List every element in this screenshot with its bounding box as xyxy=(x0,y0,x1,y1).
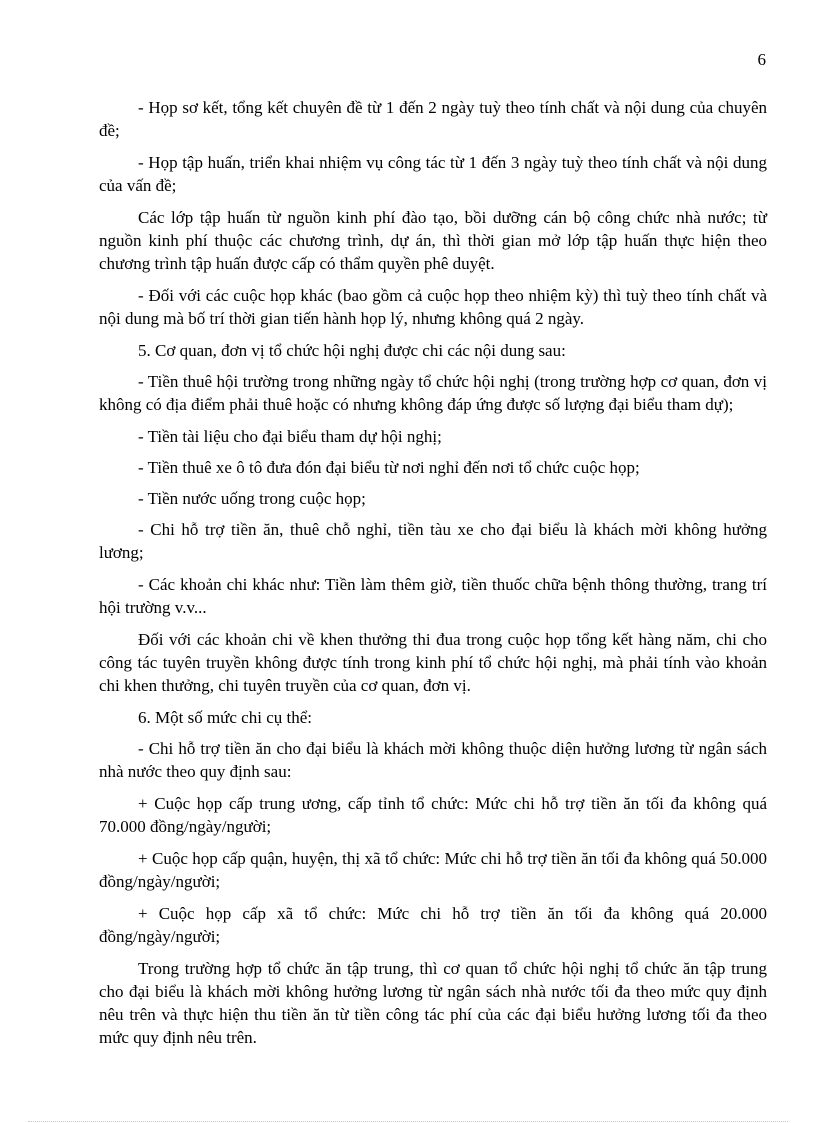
paragraph-other-expenses: - Các khoản chi khác như: Tiền làm thêm giờ, tiền thuốc chữa bệnh thông thường, trang trí hội trường v.v... xyxy=(99,575,767,617)
section-heading-6: 6. Một số mức chi cụ thể: xyxy=(138,708,312,727)
page-number: 6 xyxy=(757,50,766,69)
paragraph-meeting-review: - Họp sơ kết, tổng kết chuyên đề từ 1 đến 2 ngày tuỳ theo tính chất và nội dung của chuyên đề; xyxy=(99,98,767,140)
paragraph-meal-support: - Chi hỗ trợ tiền ăn cho đại biểu là khách mời không thuộc diện hưởng lương từ ngân sách nhà nước theo quy định sau: xyxy=(99,739,767,781)
paragraph-rewards: Đối với các khoản chi về khen thưởng thi đua trong cuộc họp tổng kết hàng năm, chi cho công tác tuyên truyền không được tính trong kinh phí tổ chức hội nghị, mà phải tính vào khoản chi khen thưởng, chi tuyên truyền của cơ quan, đơn vị. xyxy=(99,630,767,695)
paragraph-hall-rental: - Tiền thuê hội trường trong những ngày tổ chức hội nghị (trong trường hợp cơ quan, đơn vị không có địa điểm phải thuê hoặc có nhưng không đáp ứng được số lượng đại biểu tham dự); xyxy=(99,372,767,414)
paragraph-drinking-water: - Tiền nước uống trong cuộc họp; xyxy=(138,489,366,508)
paragraph-training-meeting: - Họp tập huấn, triển khai nhiệm vụ công tác từ 1 đến 3 ngày tuỳ theo tính chất và nội dung của vấn đề; xyxy=(99,153,767,195)
paragraph-commune-level: + Cuộc họp cấp xã tổ chức: Mức chi hỗ trợ tiền ăn tối đa không quá 20.000 đồng/ngày/người; xyxy=(99,904,767,946)
document-body xyxy=(99,96,767,1058)
paragraph-training-classes: Các lớp tập huấn từ nguồn kinh phí đào tạo, bồi dưỡng cán bộ công chức nhà nước; từ nguồn kinh phí thuộc các chương trình, dự án, thì thời gian mở lớp tập huấn thực hiện theo chương trình tập huấn được cấp có thẩm quyền phê duyệt. xyxy=(99,208,767,273)
paragraph-collective-meals: Trong trường hợp tổ chức ăn tập trung, thì cơ quan tổ chức hội nghị tổ chức ăn tập trung cho đại biểu là khách mời không hưởng lương từ ngân sách nhà nước tối đa theo mức quy định nêu trên và thực hiện thu tiền ăn từ tiền công tác phí của các đại biểu hưởng lương tối đa theo mức quy định nêu trên. xyxy=(99,959,767,1047)
paragraph-car-rental: - Tiền thuê xe ô tô đưa đón đại biểu từ nơi nghỉ đến nơi tổ chức cuộc họp; xyxy=(138,458,640,477)
paragraph-other-meetings: - Đối với các cuộc họp khác (bao gồm cả cuộc họp theo nhiệm kỳ) thì tuỳ theo tính chất và nội dung mà bố trí thời gian tiến hành họp lý, nhưng không quá 2 ngày. xyxy=(99,286,767,328)
paragraph-district-level: + Cuộc họp cấp quận, huyện, thị xã tổ chức: Mức chi hỗ trợ tiền ăn tối đa không quá 50.000 đồng/ngày/người; xyxy=(99,849,767,891)
paragraph-central-level: + Cuộc họp cấp trung ương, cấp tỉnh tổ chức: Mức chi hỗ trợ tiền ăn tối đa không quá 70.000 đồng/ngày/người; xyxy=(99,794,767,836)
page-bottom-divider xyxy=(28,1121,788,1122)
paragraph-documents: - Tiền tài liệu cho đại biểu tham dự hội nghị; xyxy=(138,427,442,446)
paragraph-guest-support: - Chi hỗ trợ tiền ăn, thuê chỗ nghỉ, tiền tàu xe cho đại biểu là khách mời không hưởng lương; xyxy=(99,520,767,562)
section-heading-5: 5. Cơ quan, đơn vị tổ chức hội nghị được chi các nội dung sau: xyxy=(138,341,566,360)
